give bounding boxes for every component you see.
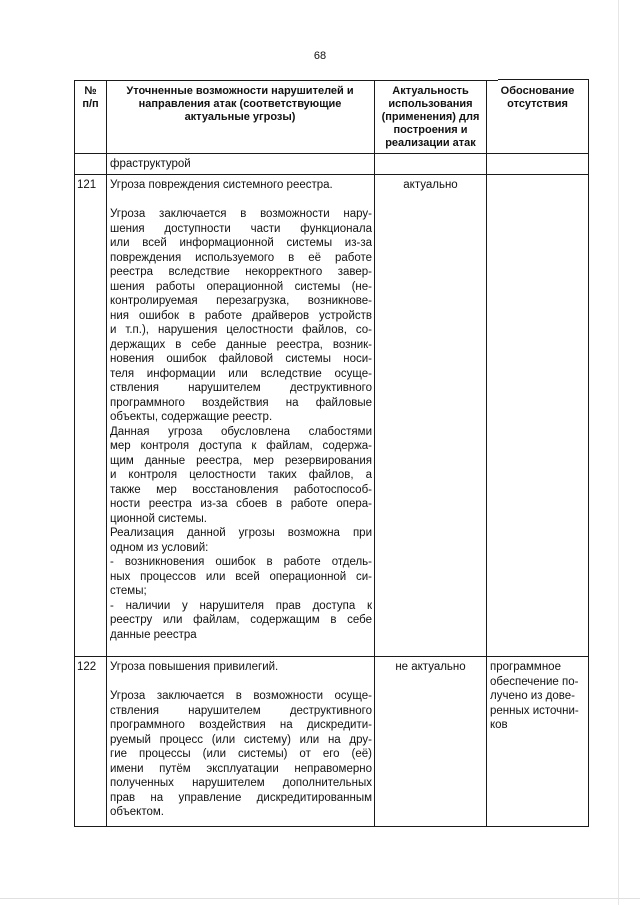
header-justification: Обоснование отсутствия [500,85,575,110]
table-border-left [74,80,75,827]
description-line: данные реестра [110,628,197,641]
description-line: ствления нарушителем деструктивного [110,704,372,717]
threat-description-lines [110,207,372,642]
justification-text: программное обеспечение по- лучено из дове- ренных источни- ков [490,661,579,731]
description-line: Реализация данной угрозы возможна при [110,527,372,539]
description-line: ционной системы. [110,512,207,525]
description-line: руемый процесс (или систему) или на дру- [110,733,372,746]
description-line: новения ошибок файловой системы носи- [110,353,372,365]
description-line: объекты, содержащие реестр. [110,411,273,423]
description-line: программного воздействия на дискредити- [110,719,372,731]
description-line: программного воздействия на файловые [110,396,372,409]
description-line: повреждения используемого в её работе [110,251,372,264]
description-line: - наличии у нарушителя прав доступа к [110,599,372,612]
description-line: и контроля целостности таких файлов, а [110,469,372,481]
row-description [110,178,372,642]
row-divider-121 [74,656,589,657]
description-line: Угроза заключается в возможности осуще- [110,690,372,702]
description-line: Данная угроза обусловлена слабостями [110,425,372,438]
description-line: теля информации или вследствие осуще- [110,367,372,380]
description-line: одном из условий: [110,541,209,554]
column-divider-1 [106,80,107,827]
description-line: щим данные реестра, мер резервирования [110,454,372,467]
description-line: гие процессы (или системы) от его (её) [110,748,372,760]
header-number: № п/п [82,85,99,110]
header-relevance: Актуальность использования (применения) для построения и реализации атак [381,85,480,149]
relevance-value: актуально [403,179,458,191]
threat-title: Угроза повышения привилегий. [110,661,279,673]
scan-edge-mark [0,898,640,899]
description-line: держащих в себе данные реестра, возник- [110,338,372,351]
description-line: ных процессов или всей операционной си- [110,570,372,583]
description-line: - возникновения ошибок в работе отдель- [110,556,372,568]
description-line: контролируемая перезагрузка, возникнове- [110,295,372,307]
description-line: полученных нарушителем дополнительных [110,777,372,789]
continuation-text: фраструктурой [110,158,191,170]
description-line: также мер восстановления работоспособ- [110,483,372,496]
relevance-value: не актуально [395,661,466,673]
description-line: имени путём эксплуатации неправомерно [110,762,372,775]
description-line: объектом. [110,806,164,818]
threat-title: Угроза повреждения системного реестра. [110,179,333,191]
description-line: Угроза заключается в возможности нару- [110,208,372,220]
description-line: реестру или файлам, содержащим в себе [110,614,372,626]
row-number: 121 [77,179,97,191]
table-border-top-right [498,79,589,80]
table-border-top [74,80,498,81]
column-divider-3 [486,80,487,827]
row-description [110,660,372,820]
table-border-right [588,79,589,827]
threat-description-lines [110,689,372,820]
description-line: реестра вследствие некорректного завер- [110,266,372,278]
description-line: ния ошибок в работе драйверов устройств [110,309,372,322]
page-number: 68 [313,50,327,62]
row-divider-continuation [74,174,589,175]
description-line: мер контроля доступа к файлам, содержа- [110,440,372,452]
description-line: ствления нарушителем деструктивного [110,382,372,394]
description-line: шения работы операционной системы (не- [110,280,372,293]
table-border-bottom [74,826,589,827]
description-line: или всей информационной системы из-за [110,237,372,249]
description-line: и т.п.), нарушения целостности файлов, со- [110,324,372,336]
header-threat: Уточненные возможности нарушителей и направления атак (соответствующие актуальные угрозы) [126,85,354,123]
description-line: стемы; [110,585,147,597]
row-number: 122 [77,661,97,673]
scan-edge-mark [618,0,619,905]
description-line: ности реестра из-за сбоев в работе опера- [110,498,372,510]
description-line: прав на управление дискредитированным [110,791,372,804]
description-line: шения доступности части функционала [110,222,372,235]
header-bottom-rule [74,153,589,154]
